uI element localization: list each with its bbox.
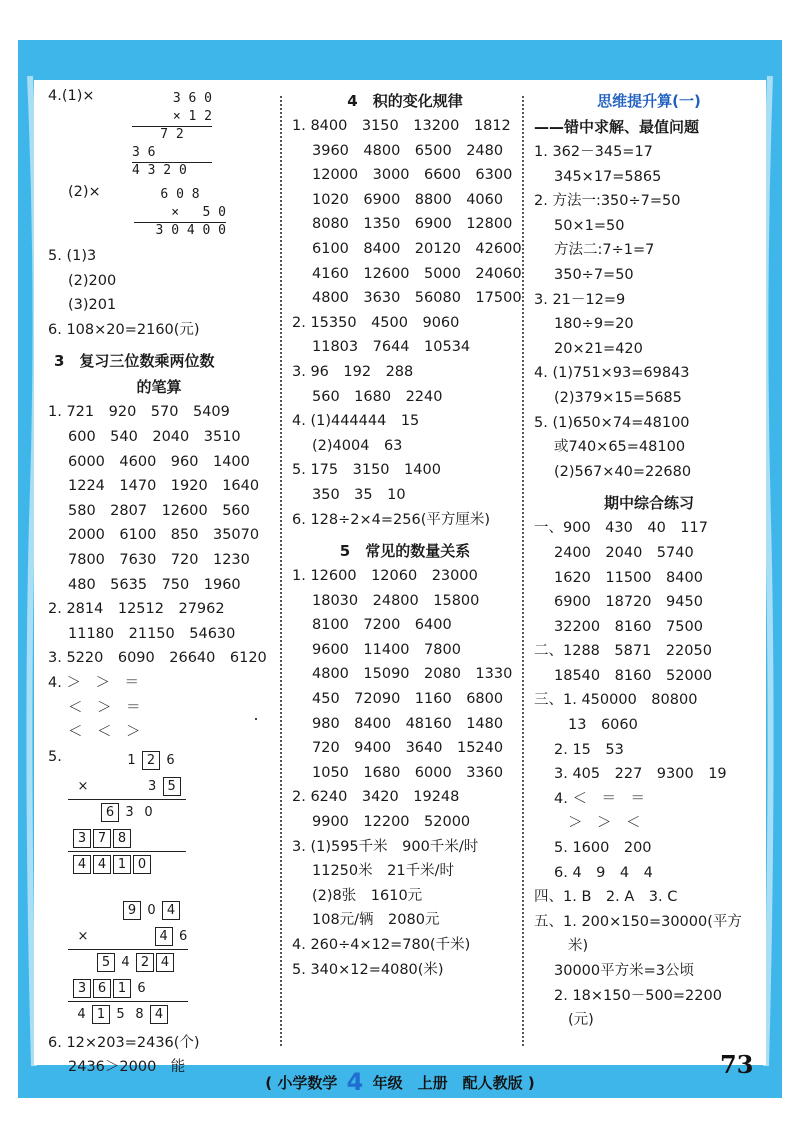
text-line: 4800 15090 2080 1330 <box>312 666 513 683</box>
digit: 1 <box>127 752 136 768</box>
text-line: 1. 362－345=17 <box>534 144 653 160</box>
answer-box: 1 <box>113 979 131 998</box>
text-line: 2. 2814 12512 27962 <box>48 601 225 618</box>
digit: 6 <box>166 752 175 768</box>
footer-grade: 4 <box>346 1068 364 1096</box>
digit: 6 <box>137 980 146 996</box>
text-line: (2)379×15=5685 <box>554 389 682 406</box>
text-line: 8100 7200 6400 <box>312 617 452 634</box>
answer-box: 4 <box>156 953 174 972</box>
times-sign: × <box>77 778 89 794</box>
text-line: 7800 7630 720 1230 <box>68 551 250 568</box>
text-line: 2. 15350 4500 9060 <box>292 314 460 331</box>
text-line: 5. 175 3150 1400 <box>292 462 441 479</box>
answer-box: 4 <box>93 855 111 874</box>
text-line: 一、900 430 40 117 <box>534 520 708 537</box>
q5a-rule2 <box>68 851 186 852</box>
text-line: 580 2807 12600 560 <box>68 502 250 519</box>
q5b-rule2 <box>68 1001 188 1002</box>
text-line: 50×1=50 <box>554 217 625 234</box>
text-line: 480 5635 750 1960 <box>68 576 241 593</box>
times-sign: × <box>77 928 89 944</box>
answer-box: 5 <box>97 953 115 972</box>
text-line: 3. 96 192 288 <box>292 363 414 380</box>
calc1-partial2: 3 6 <box>132 145 156 160</box>
text-line: 9600 11400 7800 <box>312 641 461 658</box>
section-3-title: 3 复习三位数乘两位数 <box>54 352 215 371</box>
text-line: (2)4004 63 <box>312 437 403 454</box>
digit: 3 <box>147 778 157 794</box>
section-4-title: 4 积的变化规律 <box>347 92 463 110</box>
text-line: 720 9400 3640 15240 <box>312 740 504 757</box>
stray-dot <box>255 718 257 720</box>
footer-edition: 年级 上册 配人教版 <box>372 1074 523 1092</box>
column-divider-1 <box>280 96 282 1046</box>
text-line: 4. (1)444444 15 <box>292 413 420 430</box>
text-line: 350÷7=50 <box>554 266 634 283</box>
answer-box: 3 <box>73 979 91 998</box>
answer-box: 0 <box>133 855 151 874</box>
q5-calc-b <box>48 899 270 1027</box>
column-1 <box>48 88 270 1080</box>
thinking-title: 思维提升算(一) <box>597 92 701 110</box>
answer-box: 8 <box>113 829 131 848</box>
answer-box: 6 <box>101 803 119 822</box>
digit: 6 <box>178 928 188 944</box>
text-line: 3. 405 227 9300 19 <box>554 766 727 783</box>
section-5-title: 5 常见的数量关系 <box>339 542 471 561</box>
text-line: (3)201 <box>68 297 117 314</box>
text-line: 4. (1)751×93=69843 <box>534 365 690 382</box>
text-line: 5. 1600 200 <box>554 840 652 857</box>
calc1-result: 4 3 2 0 <box>132 163 187 178</box>
calc1-partial1: 7 2 <box>160 127 184 142</box>
text-line: 345×17=5865 <box>554 168 662 185</box>
digit: 4 <box>77 1006 86 1022</box>
calc2-result: 3 0 4 0 0 <box>155 223 226 238</box>
text-line: 980 8400 48160 1480 <box>312 715 504 732</box>
text-line: 5. (1)3 <box>48 248 97 264</box>
text-line: 三、1. 450000 80800 <box>534 692 698 709</box>
text-line: (元) <box>568 1012 594 1029</box>
column-3 <box>534 88 764 1033</box>
text-line: 30000平方米=3公顷 <box>554 963 695 979</box>
text-line: 4160 12600 5000 24060 <box>312 265 522 282</box>
text-line: 4800 3630 56080 17500 <box>312 290 522 307</box>
calc2-multiplier: × 5 0 <box>171 205 226 220</box>
text-line: 11250米 21千米/时 <box>312 863 454 880</box>
section-3-subtitle: 的笔算 <box>136 378 182 397</box>
text-line: 5. (1)650×74=48100 <box>534 414 690 431</box>
answer-box: 1 <box>92 1005 110 1024</box>
text-line: 1620 11500 8400 <box>554 569 703 586</box>
text-line: 11803 7644 10534 <box>312 339 471 356</box>
q5a-rule1 <box>68 799 186 800</box>
answer-box: 4 <box>155 927 173 946</box>
answer-box: 4 <box>162 901 180 920</box>
q4-label: 4.(1)× <box>48 88 95 104</box>
text-line: 1. 8400 3150 13200 1812 <box>292 118 511 134</box>
digit: 0 <box>147 902 156 918</box>
text-line: 12000 3000 6600 6300 <box>312 167 513 184</box>
q5-calc-a <box>48 749 270 877</box>
text-line: 2. 18×150－500=2200 <box>554 987 722 1004</box>
text-line: (2)200 <box>68 272 117 289</box>
calc1-multiplier: × 1 2 <box>172 109 212 124</box>
text-line: 3. (1)595千米 900千米/时 <box>292 838 479 855</box>
text-line: 600 540 2040 3510 <box>68 428 241 445</box>
digit: 8 <box>135 1006 144 1022</box>
text-line: 13 6060 <box>568 717 638 734</box>
text-line: 6. 108×20=2160(元) <box>48 321 200 338</box>
text-line: 560 1680 2240 <box>312 388 443 405</box>
q5-label: 5. <box>48 748 62 765</box>
answer-box: 1 <box>113 855 131 874</box>
calc1-multiplicand: 3 6 0 <box>172 91 212 106</box>
text-line: 6000 4600 960 1400 <box>68 453 250 470</box>
text-line: 5. 340×12=4080(米) <box>292 961 444 978</box>
text-line: 6. 12×203=2436(个) <box>48 1034 200 1051</box>
digit: 0 <box>144 804 153 820</box>
page-number: 73 <box>720 1050 754 1079</box>
text-line: 6. 4 9 4 4 <box>554 864 653 881</box>
text-line: 3960 4800 6500 2480 <box>312 142 504 159</box>
text-line: ＜ ＜ ＞ <box>68 724 141 741</box>
q4-label2: (2)× <box>68 184 101 200</box>
text-line: 3. 21－12=9 <box>534 291 626 308</box>
text-line: 2436＞2000 能 <box>68 1059 186 1076</box>
answer-box: 5 <box>163 777 181 796</box>
answer-box: 2 <box>136 953 154 972</box>
text-line: 180÷9=20 <box>554 316 634 333</box>
column-2 <box>292 88 522 982</box>
answer-box: 9 <box>123 901 141 920</box>
text-line: 1. 12600 12060 23000 <box>292 568 478 585</box>
text-line: 20×21=420 <box>554 340 643 357</box>
text-line: 6. 128÷2×4=256(平方厘米) <box>292 511 491 528</box>
footer-subject: 小学数学 <box>277 1074 338 1092</box>
text-line: 或740×65=48100 <box>554 439 686 456</box>
text-line: 4. 260÷4×12=780(千米) <box>292 937 471 953</box>
text-line: 9900 12200 52000 <box>312 814 471 831</box>
digit: 3 <box>125 804 134 820</box>
text-line: 1020 6900 8800 4060 <box>312 191 504 208</box>
text-line: 18030 24800 15800 <box>312 592 480 609</box>
text-line: 6900 18720 9450 <box>554 594 703 611</box>
text-line: 2. 15 53 <box>554 741 624 758</box>
text-line: 2. 方法一:350÷7=50 <box>534 193 681 210</box>
text-line: (2)8张 1610元 <box>312 887 423 904</box>
q5b-rule1 <box>68 949 188 950</box>
answer-box: 2 <box>142 751 160 770</box>
text-line: 350 35 10 <box>312 486 406 503</box>
text-line: 二、1288 5871 22050 <box>534 643 712 660</box>
midterm-title: 期中综合练习 <box>603 494 694 513</box>
text-line: 1224 1470 1920 1640 <box>68 478 260 495</box>
digit: 5 <box>116 1006 125 1022</box>
answer-box: 6 <box>93 979 111 998</box>
footer-right-bracket: ) <box>527 1074 535 1092</box>
text-line: 8080 1350 6900 12800 <box>312 216 513 233</box>
answer-box: 4 <box>73 855 91 874</box>
text-line: 1050 1680 6000 3360 <box>312 764 504 781</box>
calc2-multiplicand: 6 0 8 <box>160 187 200 202</box>
text-line: 4. ＜ ＝ ＝ <box>554 790 645 807</box>
text-line: 方法二:7÷1=7 <box>554 242 655 259</box>
thinking-subtitle: ——错中求解、最值问题 <box>534 118 700 136</box>
text-line: 6100 8400 20120 42600 <box>312 240 522 257</box>
text-line: 1. 721 920 570 5409 <box>48 404 230 421</box>
text-line: 108元/辆 2080元 <box>312 912 440 929</box>
text-line: 18540 8160 52000 <box>554 667 713 684</box>
text-line: ＜ ＞ ＝ <box>68 699 141 716</box>
text-line: 2000 6100 850 35070 <box>68 527 260 544</box>
text-line: 11180 21150 54630 <box>68 625 236 642</box>
footer-left-bracket: ( <box>265 1074 273 1092</box>
text-line: 450 72090 1160 6800 <box>312 691 504 708</box>
column-divider-2 <box>522 96 524 1046</box>
text-line: (2)567×40=22680 <box>554 463 692 480</box>
answer-box: 7 <box>93 829 111 848</box>
text-line: ＞ ＞ ＜ <box>568 815 641 832</box>
content-area <box>34 80 766 1076</box>
text-line: 四、1. B 2. A 3. C <box>534 889 678 906</box>
text-line: 2400 2040 5740 <box>554 544 694 561</box>
text-line: 米) <box>568 938 589 955</box>
text-line: 2. 6240 3420 19248 <box>292 789 460 806</box>
text-line: 五、1. 200×150=30000(平方 <box>534 913 742 930</box>
answer-box: 4 <box>150 1005 168 1024</box>
q4-part1 <box>48 88 270 178</box>
text-line: 32200 8160 7500 <box>554 618 703 635</box>
text-line: 4. ＞ ＞ ＝ <box>48 674 139 691</box>
digit: 4 <box>121 954 130 970</box>
text-line: 3. 5220 6090 26640 6120 <box>48 650 267 667</box>
answer-box: 3 <box>73 829 91 848</box>
footer-banner <box>240 1068 560 1096</box>
q4-part2 <box>48 184 270 244</box>
